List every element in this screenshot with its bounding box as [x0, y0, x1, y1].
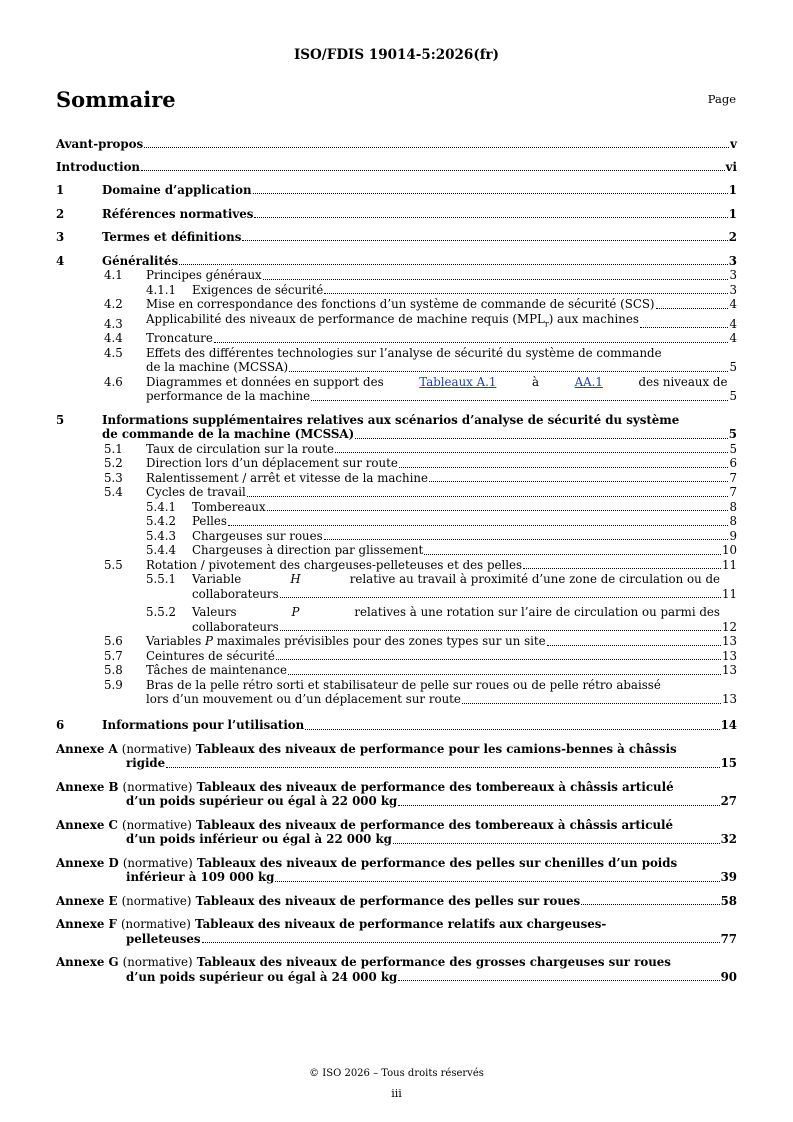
copyright-notice: © ISO 2026 – Tous droits réservés: [309, 1068, 484, 1079]
toc-annex-d[interactable]: Annexe D (normative) Tableaux des niveaux de performance des pelles sur chenilles d’un poids inférieur à 109 000 kg 39: [56, 855, 737, 885]
toc-entry-5[interactable]: 5 Informations supplémentaires relatives aux scénarios d’analyse de sécurité du système de commande de la machine (MCSSA) 5: [56, 412, 737, 442]
link-tableaux-a1[interactable]: Tableaux A.1: [419, 374, 497, 389]
toc-entry-5-9[interactable]: 5.9 Bras de la pelle rétro sorti et stabilisateur de pelle sur roues ou de pelle rétro abaissé lors d’un mouvement ou d’un déplacement sur route 13: [104, 677, 737, 707]
toc-entry-5-3[interactable]: 5.3 Ralentissement / arrêt et vitesse de la machine 7: [104, 470, 737, 485]
page-number: iii: [391, 1087, 402, 1100]
toc-entry-4[interactable]: 4 Généralités 3: [56, 253, 737, 268]
toc-entry-5-4-1[interactable]: 5.4.1 Tombereaux 8: [146, 499, 737, 514]
toc-entry-6[interactable]: 6 Informations pour l’utilisation 14: [56, 718, 737, 733]
toc-annex-b[interactable]: Annexe B (normative) Tableaux des niveaux de performance des tombereaux à châssis articulé d’un poids supérieur ou égal à 22 000 kg 27: [56, 779, 737, 809]
toc-annex-c[interactable]: Annexe C (normative) Tableaux des niveaux de performance des tombereaux à châssis articulé d’un poids inférieur ou égal à 22 000 kg 32: [56, 817, 737, 847]
page-column-label: Page: [707, 92, 736, 106]
toc-entry-5-4-2[interactable]: 5.4.2 Pelles 8: [146, 514, 737, 529]
toc-entry-introduction[interactable]: Introduction vi: [56, 159, 737, 174]
toc-entry-5-5-2[interactable]: 5.5.2 Valeurs P relatives à une rotation sur l’aire de circulation ou parmi des collaborateurs 12: [146, 605, 737, 634]
toc-entry-5-2[interactable]: 5.2 Direction lors d’un déplacement sur route 6: [104, 456, 737, 471]
toc-annex-e[interactable]: Annexe E (normative) Tableaux des niveaux de performance des pelles sur roues 58: [56, 893, 737, 908]
toc-entry-1[interactable]: 1 Domaine d’application 1: [56, 182, 737, 197]
toc-entry-4-3[interactable]: 4.3 Applicabilité des niveaux de performance de machine requis $(MPL_r)$ aux machines 4: [104, 311, 737, 331]
toc-entry-4-5[interactable]: 4.5 Effets des différentes technologies sur l’analyse de sécurité du système de commande de la machine (MCSSA) 5: [104, 345, 737, 375]
toc-annex-g[interactable]: Annexe G (normative) Tableaux des niveaux de performance des grosses chargeuses sur roues d’un poids supérieur ou égal à 24 000 kg 90: [56, 955, 737, 984]
toc-entry-4-1-1[interactable]: 4.1.1 Exigences de sécurité 3: [146, 282, 737, 297]
toc-entry-5-5[interactable]: 5.5 Rotation / pivotement des chargeuses-pelleteuses et des pelles 11: [104, 557, 737, 572]
toc-entry-4-6[interactable]: 4.6 Diagrammes et données en support des Tableaux A.1 à AA.1 des niveaux de performance de la machine 5: [104, 374, 737, 404]
toc-entry-3[interactable]: 3 Termes et définitions 2: [56, 229, 737, 244]
toc-entry-4-4[interactable]: 4.4 Troncature 4: [104, 331, 737, 346]
toc-entry-2[interactable]: 2 Références normatives 1: [56, 206, 737, 221]
toc-entry-5-4[interactable]: 5.4 Cycles de travail 7: [104, 485, 737, 500]
toc-entry-5-1[interactable]: 5.1 Taux de circulation sur la route 5: [104, 441, 737, 456]
toc-entry-5-7[interactable]: 5.7 Ceintures de sécurité 13: [104, 648, 737, 663]
toc-entry-5-6[interactable]: 5.6 Variables P maximales prévisibles pour des zones types sur un site 13: [104, 634, 737, 649]
toc-entry-4-2[interactable]: 4.2 Mise en correspondance des fonctions d’un système de commande de sécurité (SCS) 4: [104, 297, 737, 311]
document-header: ISO/FDIS 19014-5:2026(fr): [293, 47, 500, 63]
table-of-contents: [56, 129, 737, 984]
toc-annex-f[interactable]: Annexe F (normative) Tableaux des niveaux de performance relatifs aux chargeuses- pelleteuses 77: [56, 917, 737, 946]
toc-entry-5-8[interactable]: 5.8 Tâches de maintenance 13: [104, 663, 737, 678]
link-aa1[interactable]: AA.1: [574, 374, 603, 389]
toc-entry-4-1[interactable]: 4.1 Principes généraux 3: [104, 268, 737, 282]
toc-annex-a[interactable]: Annexe A (normative) Tableaux des niveaux de performance pour les camions-bennes à châssis rigide 15: [56, 741, 737, 771]
toc-entry-5-4-3[interactable]: 5.4.3 Chargeuses sur roues 9: [146, 528, 737, 543]
toc-entry-5-4-4[interactable]: 5.4.4 Chargeuses à direction par glissement 10: [146, 543, 737, 558]
page-title: Sommaire: [56, 87, 176, 112]
toc-entry-avant-propos[interactable]: Avant-propos v: [56, 136, 737, 151]
toc-entry-5-5-1[interactable]: 5.5.1 Variable H relative au travail à proximité d’une zone de circulation ou de collaborateurs 11: [146, 572, 737, 601]
